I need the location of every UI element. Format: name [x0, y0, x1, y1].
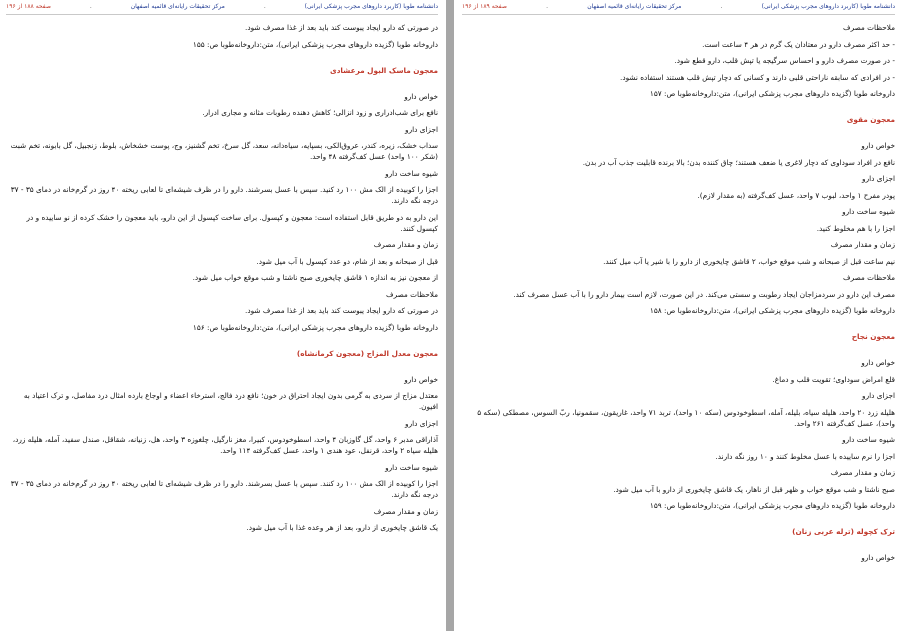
paragraph: سداب خشک، زیره، کندر، عروق‌الکی، بسپایه، سیاه‌دانه، سعد، گل سرخ، تخم گشنیز، وج، پوست خشخاش، بلوط، زنجبیل، گل بابونه، تخم شبت (شکر ۱۰۰ واحد) عسل کف‌گرفته ۴۸ واحد.: [10, 141, 438, 161]
paragraph: اجزای دارو: [405, 418, 438, 428]
paragraph: آذاراقی مدبر ۶ واحد، گل گاوزبان ۴ واحد، اسطوخودوس، کبیرا، مغز نارگیل، چلغوزه ۳ واحد، هل، زنیانه، شقاقل، صندل سفید، آمله، هلیله زرد، هلیله سیاه ۲ واحد، قرنفل، عود هندی ۱ واحد، عسل کف‌گرفته ۱۱۴ واحد.: [12, 435, 438, 455]
header-book-title: مرکز تحقیقات رایانه‌ای قائمیه اصفهان: [130, 3, 225, 10]
paragraph: خواص دارو: [861, 141, 895, 150]
paragraph: - حد اکثر مصرف دارو در معتادان یک گرم در هر ۴ ساعت است.: [702, 39, 895, 49]
paragraph: در صورتی که دارو ایجاد یبوست کند باید بعد از غذا مصرف شود.: [245, 306, 438, 315]
paragraph: اجزا را با هم مخلوط کنید.: [816, 223, 895, 233]
paragraph: - در صورت مصرف دارو و احساس سرگیجه یا تپش قلب، دارو قطع شود.: [674, 56, 895, 65]
paragraph: زمان و مقدار مصرف: [373, 240, 438, 249]
paragraph: اجزای دارو: [405, 124, 438, 134]
page-left: [0, 0, 446, 631]
paragraph: ملاحظات مصرف: [843, 273, 895, 282]
paragraph: اجزا را کوبیده از الک مش ۱۰۰ رد کنند. سپس با عسل بسرشند. دارو را در ظرف شیشه‌ای تا لعابی ریخته ۴۰ روز در گرم‌خانه در دمای ۳۵ - ۳۷ درجه نگه دارند.: [10, 479, 438, 499]
paragraph: از معجون نیز به اندازه ۱ قاشق چایخوری صبح ناشتا و شب موقع خواب میل شود.: [192, 273, 438, 282]
paragraph: شیوه ساخت دارو: [385, 462, 438, 472]
paragraph: اجزا را نرم ساییده با عسل مخلوط کنند و ۱۰ روز نگه دارند.: [715, 451, 895, 461]
section-heading: ترک کچوله (ترله عربی زنان): [792, 527, 895, 536]
paragraph: داروخانه طوبا (گزیده داروهای مجرب پزشکی ایرانی)، متن:داروخانه‌طوبا ص: ۱۵۸: [649, 306, 895, 315]
paragraph: صبح ناشتا و شب موقع خواب و ظهر قبل از ناهار، یک قاشق چایخوری از دارو با آب میل شود.: [613, 484, 895, 494]
paragraph: خواص دارو: [861, 553, 895, 562]
paragraph: خواص دارو: [404, 91, 438, 101]
page-header: دانشنامه طوبا (کاربرد داروهای مجرب پزشکی ایرانی) . مرکز تحقیقات رایانه‌ای قائمیه اصفهان . صفحه ۱۸۹ از ۱۹۶: [462, 0, 895, 15]
paragraph: معتدل مزاج از سردی به گرمی بدون ایجاد احتراق در خون؛ نافع درد فالج، استرخاء اعضاء و اوجاع بارده امثال درد مفاصل، و ترک اعتیاد به افیون.: [23, 391, 438, 411]
paragraph: زمان و مقدار مصرف: [830, 240, 895, 249]
paragraph: اجزای دارو: [862, 391, 895, 400]
paragraph: نیم ساعت قبل از صبحانه و شب موقع خواب، ۲ قاشق چایخوری از دارو را با شیر یا آب میل کنند.: [603, 256, 895, 266]
paragraph: داروخانه طوبا (گزیده داروهای مجرب پزشکی ایرانی)، متن:داروخانه‌طوبا ص: ۱۵۶: [192, 322, 438, 332]
paragraph: ملاحظات مصرف: [843, 23, 895, 32]
header-site: دانشنامه طوبا (کاربرد داروهای مجرب پزشکی ایرانی): [761, 3, 895, 10]
paragraph: هلیله زرد ۲۰ واحد، هلیله سیاه، بلیله، آمله، اسطوخودوس (سکه ۱۰ واحد)، تربد ۷۱ واحد، غاریقون، سقمونیا، ربّ السوس، مصطکی (سکه ۵ واحد)، عسل کف‌گرفته ۲۶۱ واحد.: [477, 407, 895, 428]
paragraph: داروخانه طوبا (گزیده داروهای مجرب پزشکی ایرانی)، متن:داروخانه‌طوبا ص: ۱۵۷: [649, 89, 895, 98]
paragraph: نافع برای شب‌ادراری و زود انزالی؛ کاهش دهنده رطوبات مثانه و مجاری ادرار.: [202, 108, 438, 117]
paragraph: زمان و مقدار مصرف: [373, 506, 438, 516]
paragraph: زمان و مقدار مصرف: [830, 468, 895, 477]
paragraph: ملاحظات مصرف: [386, 289, 438, 299]
section-heading: معجون ماسک البول مرعشادی: [330, 65, 438, 75]
header-book-title: مرکز تحقیقات رایانه‌ای قائمیه اصفهان: [587, 3, 682, 10]
header-page-number: صفحه ۱۸۹ از ۱۹۶: [462, 3, 507, 10]
paragraph: این دارو به دو طریق قابل استفاده است: معجون و کپسول. برای ساخت کپسول از این دارو، باید معجون را خشک کرده از نو ساییده و در کپسول کنند.: [26, 212, 438, 233]
page-right: [454, 0, 905, 631]
page-body: [6, 15, 438, 533]
paragraph: خواص دارو: [861, 358, 895, 367]
header-site: دانشنامه طوبا (کاربرد داروهای مجرب پزشکی ایرانی): [304, 3, 438, 10]
paragraph: شیوه ساخت دارو: [842, 207, 895, 216]
paragraph: نافع در افراد سوداوی که دچار لاغری یا ضعف هستند؛ چاق کننده بدن؛ بالا برنده قابلیت جذب آب در بدن.: [582, 157, 895, 167]
page-header: دانشنامه طوبا (کاربرد داروهای مجرب پزشکی ایرانی) . مرکز تحقیقات رایانه‌ای قائمیه اصفهان . صفحه ۱۸۸ از ۱۹۶: [6, 0, 438, 15]
section-heading: معجون مقوی: [846, 115, 895, 124]
paragraph: قلع امراض سوداوی؛ تقویت قلب و دماغ.: [772, 374, 895, 384]
paragraph: اجزا را کوبیده از الک مش ۱۰۰ رد کنید. سپس با عسل بسرشند. دارو را در ظرف شیشه‌ای تا لعابی ریخته ۴۰ روز در گرم‌خانه در دمای ۳۵ - ۳۷ درجه نگه دارند.: [10, 185, 438, 205]
paragraph: در صورتی که دارو ایجاد یبوست کند باید بعد از غذا مصرف شود.: [245, 23, 438, 32]
section-heading: معجون نجاح: [851, 332, 895, 341]
paragraph: اجزای دارو: [862, 174, 895, 183]
paragraph: خواص دارو: [404, 374, 438, 384]
page-body: [462, 15, 895, 563]
section-heading: معجون معدل المزاج (معجون کرمانشاه): [296, 348, 438, 358]
paragraph: مصرف این دارو در سردمزاجان ایجاد رطوبت و سستی می‌کند. در این صورت، لازم است بیمار دارو را با آب عسل مصرف کند.: [513, 289, 895, 299]
paragraph: پودر مفرح ۱ واحد، لبوب ۷ واحد، عسل کف‌گرفته (به مقدار لازم).: [697, 190, 895, 200]
header-page-number: صفحه ۱۸۸ از ۱۹۶: [6, 3, 51, 10]
paragraph: شیوه ساخت دارو: [842, 435, 895, 444]
paragraph: - در افرادی که سابقه ناراحتی قلبی دارند و کسانی که دچار تپش قلب هستند استفاده نشود.: [620, 72, 895, 82]
paragraph: داروخانه طوبا (گزیده داروهای مجرب پزشکی ایرانی)، متن:داروخانه‌طوبا ص: ۱۵۹: [649, 501, 895, 510]
paragraph: شیوه ساخت دارو: [385, 168, 438, 178]
paragraph: داروخانه طوبا (گزیده داروهای مجرب پزشکی ایرانی)، متن:داروخانه‌طوبا ص: ۱۵۵: [192, 39, 438, 49]
paragraph: قبل از صبحانه و بعد از شام، دو عدد کپسول با آب میل شود.: [256, 256, 438, 266]
paragraph: یک قاشق چایخوری از دارو، بعد از هر وعده غذا با آب میل شود.: [246, 523, 438, 532]
